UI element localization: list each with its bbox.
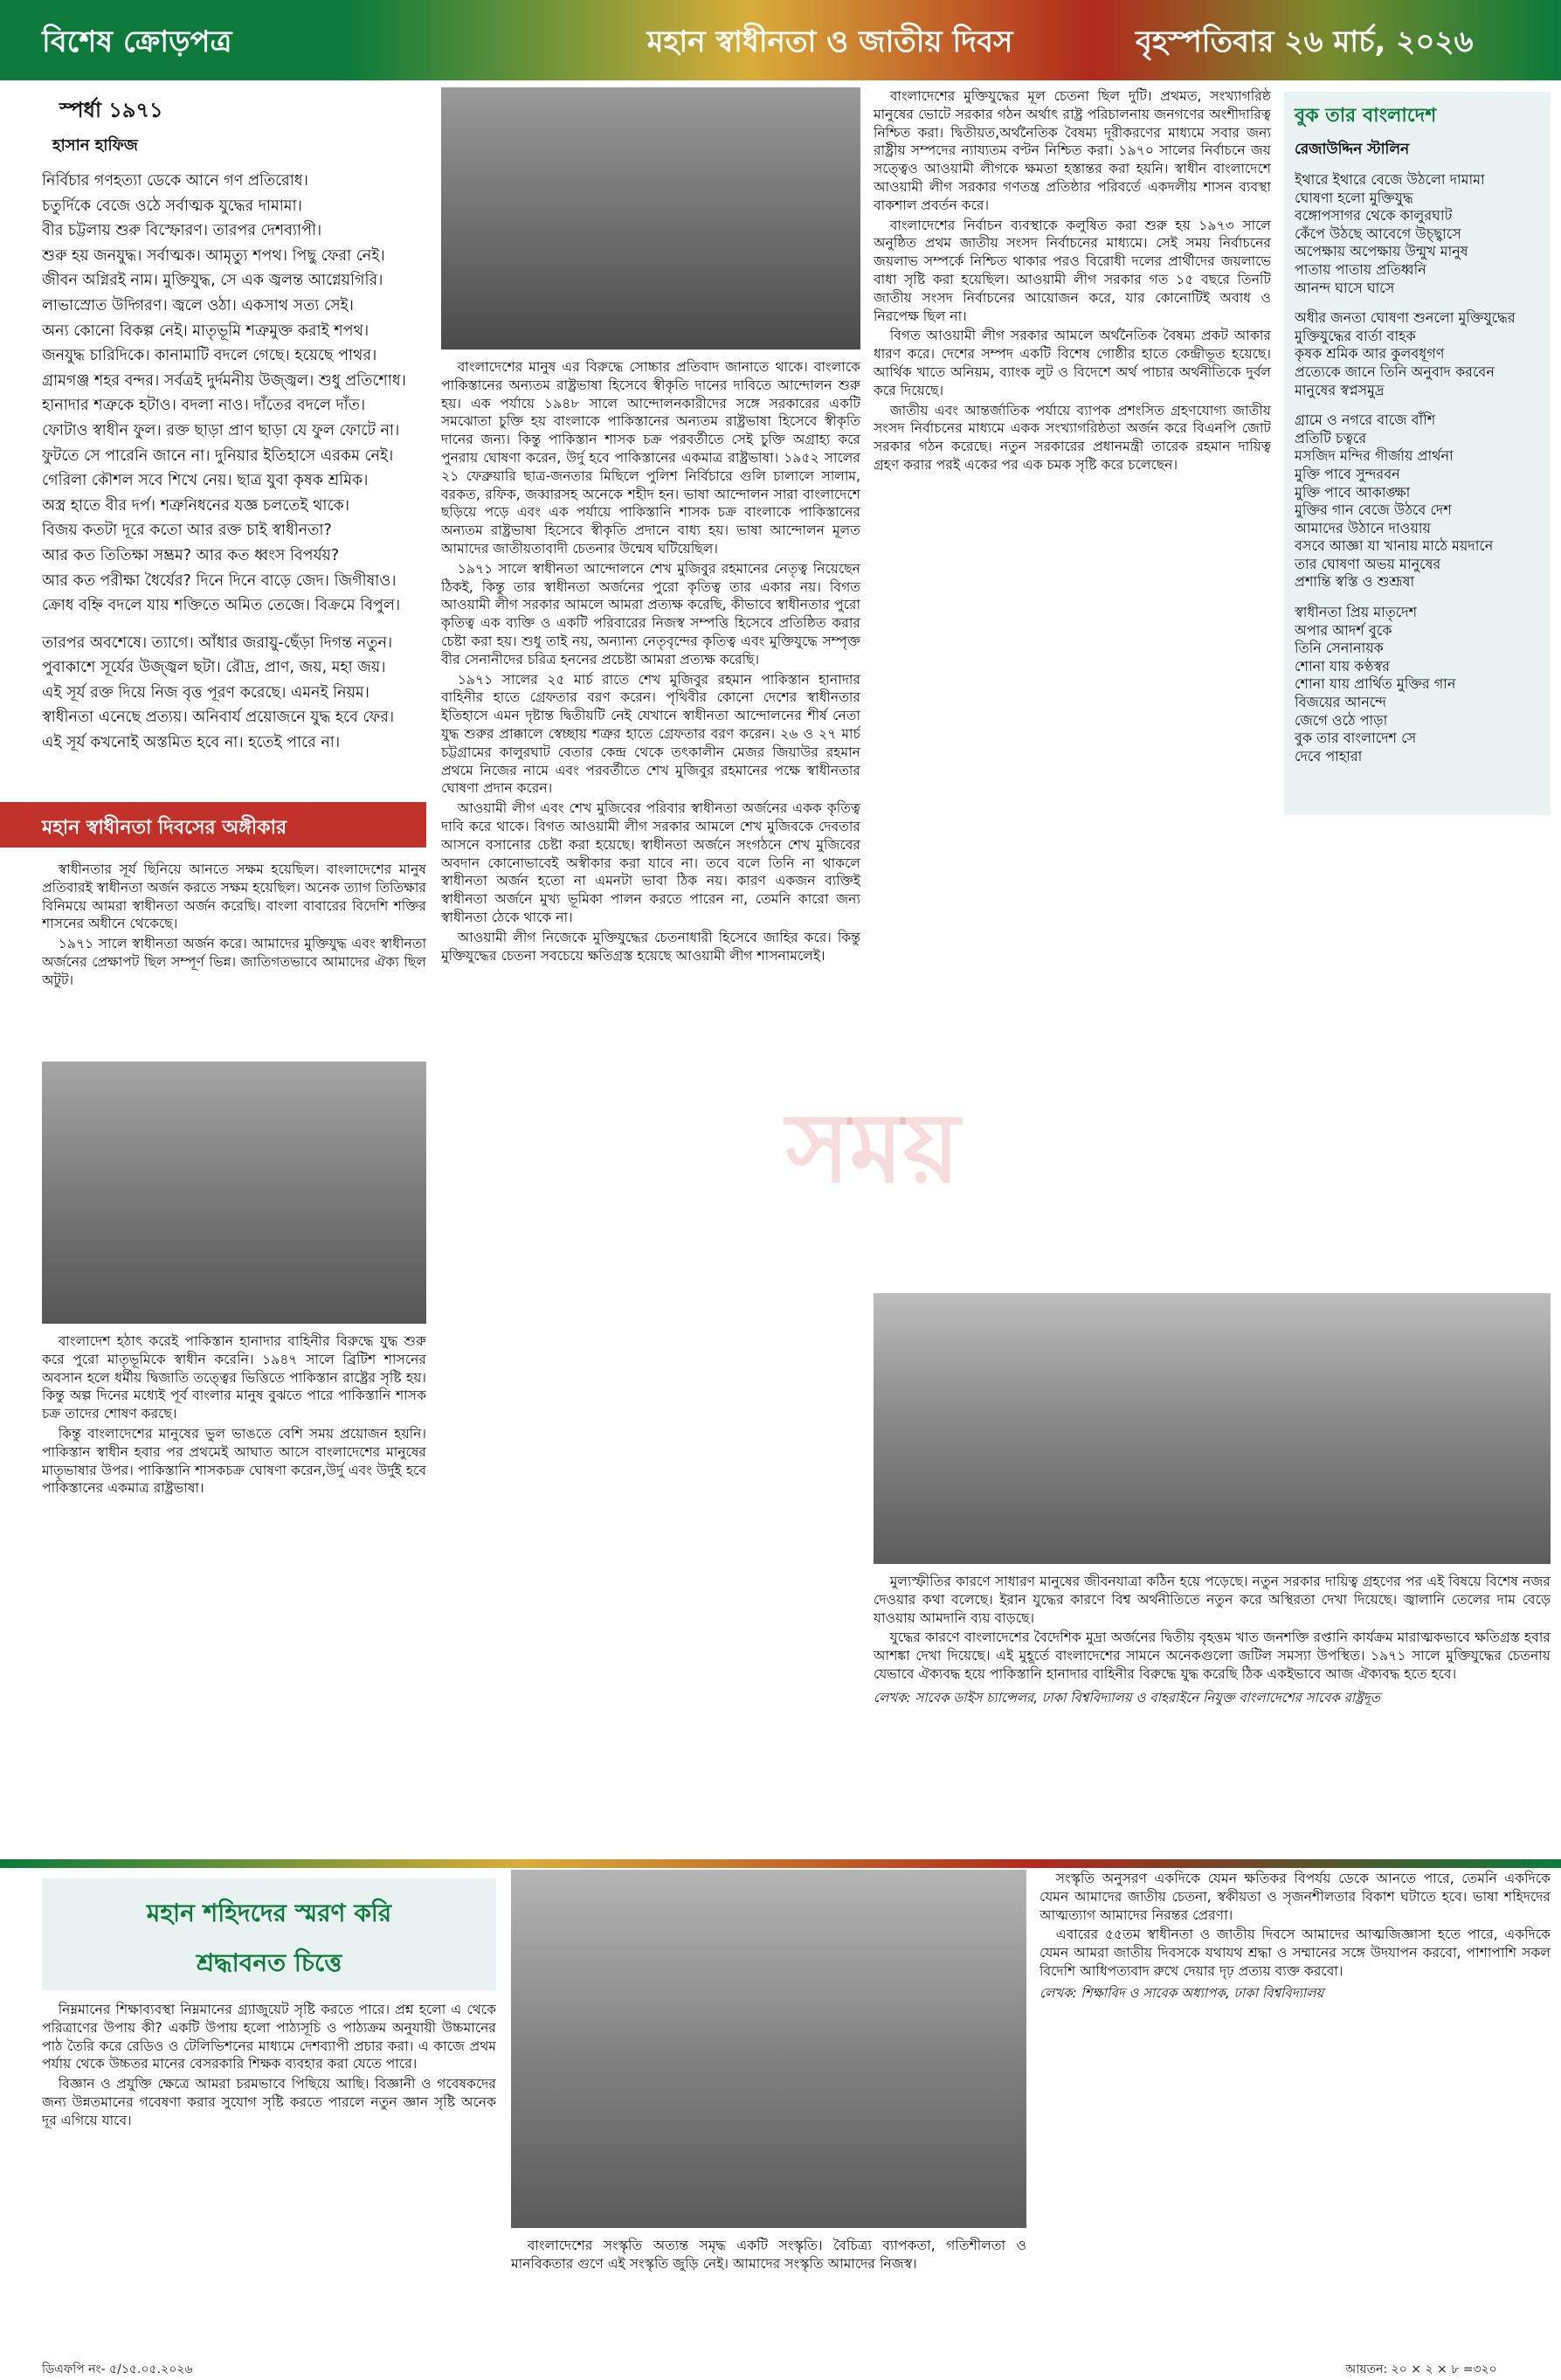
article-paragraph: স্বাধীনতার সূর্য ছিনিয়ে আনতে সক্ষম হয়েছিল। বাংলাদেশের মানুষ প্রতিবারই স্বাধীনতা অর্জন করতে সক্ষম হয়েছিল। অনেক ত্যাগ তিতিক্ষার বিনিময়ে আমরা স্বাধীনতা অর্জন করেছি। বাংলা বাবারের বিদেশি শক্তির শাসনের অধীনে থেকেছে।	[42, 861, 426, 932]
poem-line: বীর চট্টলায় শুরু বিস্ফোরণ। তারপর দেশব্যাপী।	[42, 222, 322, 240]
poem-line: মুক্তিযুদ্ধের বার্তা বাহক	[1295, 327, 1416, 344]
guerrilla-photo	[511, 1870, 1026, 2228]
poem-line	[1295, 297, 1551, 309]
article-paragraph: ১৯৭১ সালে স্বাধীনতা আন্দোলনে শেখ মুজিবুর রহমানের নেতৃত্ব নিয়েছেন ঠিকই, কিন্তু তার স্বাধীনতা অর্জনের পুরো কৃতিত্ব তার একার নয়। বিগত আওয়ামী লীগ সরকার আমলে আমরা প্রত্যক্ষ করেছি, কীভাবে স্বাধীনতার পুরো কৃতিত্ব এক ব্যক্তি ও একটি পরিবারের নিজস্ব সম্পত্তি হিসেবে প্রতিষ্ঠিত করার চেষ্টা করা হয়। শুধু তাই নয়, অন্যান্য নেতৃবৃন্দের কৃতিত্ব এবং মুক্তিযুদ্ধে সম্পৃক্ত বীর সেনানীদের চরিত্র হননের প্রচেষ্টা আমরা প্রত্যক্ষ করেছি।	[441, 560, 860, 668]
poem-line: চতুর্দিকে বেজে ওঠে সর্বাত্মক যুদ্ধের দামামা।	[42, 197, 302, 215]
poem-line: শোনা যায় প্রার্থিত মুক্তির গান	[1295, 675, 1456, 693]
amplifier-article	[42, 861, 426, 1848]
poem-line: মসজিদ মন্দির গীর্জায় প্রার্থনা	[1295, 447, 1454, 465]
poem-line: শুরু হয় জনযুদ্ধ। সর্বাত্মক। আমৃত্যু শপথ। পিছু ফেরা নেই।	[42, 246, 385, 265]
bottom-signoff: লেখক: শিক্ষাবিদ ও সাবেক অধ্যাপক, ঢাকা বিশ্ববিদ্যালয়	[1040, 1984, 1324, 2001]
header-band	[0, 0, 1561, 80]
freedom-fighters-photo	[441, 87, 860, 349]
footer-left: ডিএফপি নং- ৫/১৫.০৫.২০২৬	[42, 2363, 193, 2377]
poem-line: প্রশান্তি স্বস্তি ও শুশ্রূষা	[1295, 573, 1415, 591]
poem-line: ইথারে ইথারে বেজে উঠলো দামামা	[1295, 171, 1485, 188]
article-paragraph: মুল্যস্ফীতির কারণে সাধারণ মানুষের জীবনযাত্রা কঠিন হয়ে পড়েছে। নতুন সরকার দায়িত্ব গ্রহণের পর এই বিষয়ে বিশেষ নজর দেওয়ার কথা বলেছে। ইরান যুদ্ধের কারণে বিশ্ব অর্থনীতিতে নতুন করে অস্থিরতা দেখা দিয়েছে। জ্বালানি তেলের দাম বেড়ে যাওয়ায় আমদানি ব্যয় বাড়ছে।	[874, 1574, 1551, 1626]
bottom-title-box	[42, 1878, 496, 1990]
poem-line: মুক্তি পাবে সুন্দরবন	[1295, 465, 1400, 482]
article-paragraph: ১৯৭১ সালে স্বাধীনতা অর্জন করে। আমাদের মুক্তিযুদ্ধ এবং স্বাধীনতা অর্জনের প্রেক্ষাপট ছিল সম্পূর্ণ ভিন্ন। জাতিগতভাবে আমাদের ঐক্য ছিল অটুট।	[42, 936, 426, 988]
poem-line: প্রতিটি চত্বরে	[1295, 429, 1367, 446]
poem-left-author: হাসান হাফিজ	[52, 136, 138, 155]
poem-line: বুক তার বাংলাদেশ সে	[1295, 730, 1417, 747]
amplifier-title-bar	[0, 802, 426, 848]
poem-line: কেঁপে উঠছে আবেগে উচ্ছ্বাসে	[1295, 225, 1461, 242]
poem-line: ঘোষণা হলো মুক্তিযুদ্ধ	[1295, 189, 1413, 206]
article-paragraph: বাংলাদেশের মুক্তিযুদ্ধের মূল চেতনা ছিল দুটি। প্রথমত, সংখ্যাগরিষ্ঠ মানুষের ভোটে সরকার গঠন অর্থাৎ রাষ্ট্র পরিচালনায় জনগণের অংশীদারিত্ব নিশ্চিত করা। দ্বিতীয়ত,অর্থনৈতিক বৈষম্য দূরীকরণের মাধ্যমে সবার জন্য রাষ্ট্রীয় সম্পদের ন্যায্যতম বণ্টন নিশ্চিত করা। ১৯৭০ সালের নির্বাচনে জয় সত্ত্বেও আওয়ামী লীগকে ক্ষমতা হস্তান্তর করা হয়নি। স্বাধীন বাংলাদেশে আওয়ামী লীগ সরকার গণতন্ত্র প্রতিষ্ঠার পরিবর্তে একদলীয় শাসন ব্যবস্থা বাকশাল প্রবর্তন করে।	[874, 88, 1271, 213]
article-paragraph: বাংলাদেশের সংস্কৃতি অত্যন্ত সমৃদ্ধ একটি সংস্কৃতি। বৈচিত্র্য ব্যাপকতা, গতিশীলতা ও মানবিকতার গুণে এই সংস্কৃতি জুড়ি নেই। আমাদের সংস্কৃতি আমাদের নিজস্ব।	[511, 2238, 1026, 2272]
issue-date: বৃহস্পতিবার ২৬ মার্চ, ২০২৬	[1136, 24, 1474, 59]
section-divider	[0, 1859, 1561, 1868]
article-paragraph: সংস্কৃতি অনুসরণ একদিকে যেমন ক্ষতিকর বিপর্যয় ডেকে আনতে পারে, তেমনি একদিকে যেমন আমাদের জাতীয় চেতনা, স্বকীয়তা ও সৃজনশীলতার বিকাশ ঘটাতে হবে। ভাষা শহিদদের আত্মত্যাগ আমাদের নিরন্তর প্রেরণা।	[1040, 1871, 1551, 1923]
bottom-article-right	[1040, 1870, 1551, 2350]
poem-line: বঙ্গোপসাগর থেকে কালুরঘাট	[1295, 207, 1453, 225]
poem-line: স্বাধীনতা এনেছে প্রত্যয়। অনিবার্য প্রয়োজনে যুদ্ধ হবে ফের।	[42, 709, 395, 727]
poem-line: পাতায় পাতায় প্রতিধ্বনি	[1295, 260, 1426, 278]
poem-line: মুক্তির গান বেজে উঠবে দেশ	[1295, 502, 1452, 519]
poem-line: ক্রোধ বহ্নি বদলে যায় শক্তিতে অমিত তেজে। বিক্রমে বিপুল।	[42, 597, 401, 615]
bottom-article-center	[511, 2237, 1026, 2350]
poem-left-title: স্পর্ধা ১৯৭১	[59, 98, 163, 122]
poem-line: হানাদার শত্রুকে হটাও। বদলা নাও। দাঁতের বদলে দাঁত।	[42, 397, 366, 415]
poem-line	[1295, 592, 1551, 604]
poem-line: ফোটাও স্বাধীন ফুল। রক্ত ছাড়া প্রাণ ছাড়া যে ফুল ফোটে না।	[42, 421, 400, 439]
poem-right-lines	[1295, 171, 1551, 765]
poem-line: নির্বিচার গণহত্যা ডেকে আনে গণ প্রতিরোধ।	[42, 172, 308, 190]
poem-line: গেরিলা কৌশল সবে শিখে নেয়। ছাত্র যুবা কৃষক শ্রমিক।	[42, 472, 369, 490]
bottom-title-line-1: মহান শহিদদের স্মরণ করি	[146, 1899, 392, 1927]
poem-line: অপার আদর্শ বুকে	[1295, 621, 1392, 639]
poem-line: মুক্তি পাবে আকাঙ্ক্ষা	[1295, 483, 1411, 501]
poem-line: অপেক্ষায় অপেক্ষায় উন্মুখ মানুষ	[1295, 243, 1468, 260]
right-middle-signoff: লেখক: সাবেক ডাইস চ্যান্সেলর, ঢাকা বিশ্ববিদ্যালয় ও বাহরাইনে নিযুক্ত বাংলাদেশের সাবেক রাষ্ট্রদূত	[874, 1689, 1380, 1705]
poem-line: অন্য কোনো বিকল্প নেই। মাতৃভূমি শত্রুমুক্ত করাই শপথ।	[42, 322, 370, 340]
article-paragraph: বিগত আওয়ামী লীগ সরকার আমলে অর্থনৈতিক বৈষম্য প্রকট আকার ধারণ করে। দেশের সম্পদ একটি বিশেষ গোষ্ঠীর হাতে কেন্দ্রীভূত হয়েছে। আর্থিক খাতে অনিয়ম, ব্যাংক লুট ও বিদেশে অর্থ পাচার অর্থনীতিকে দুর্বল করে দিয়েছে।	[874, 328, 1271, 398]
poem-line: বিজয় কতটা দূরে কতো আর রক্ত চাই স্বাধীনতা?	[42, 522, 332, 540]
article-paragraph: জাতীয় এবং আন্তর্জাতিক পর্যায়ে ব্যাপক প্রশংসিত গ্রহণযোগ্য জাতীয় সংসদ নির্বাচনের মাধ্যমে একক সংখ্যাগরিষ্ঠতা অর্জন করে বিএনপি জোট সরকার গঠন করেছে। নতুন সরকারের প্রধানমন্ত্রী তারেক রহমান দায়িত্ব গ্রহণ করার পরই একের পর এক চমক সৃষ্টি করে চলেছেন।	[874, 402, 1271, 473]
poem-line: তার ঘোষণা অভয় মানুষের	[1295, 555, 1441, 572]
article-paragraph: বাংলাদেশ হঠাৎ করেই পাকিস্তান হানাদার বাহিনীর বিরুদ্ধে যুদ্ধ শুরু করে পুরো মাতৃভূমিকে স্বাধীন করেনি। ১৯৪৭ সালে ব্রিটিশ শাসনের অবসান হলে ধর্মীয় দ্বিজাতি তত্ত্বের ভিত্তিতে পাকিস্তান রাষ্ট্রের সৃষ্টি হয়। কিন্তু অল্প দিনের মধ্যেই পূর্ব বাংলার মানুষ বুঝতে পারে পাকিস্তানি শাসক চক্র তাদের শোষণ করছে।	[42, 1333, 426, 1422]
poem-right-title: বুক তার বাংলাদেশ	[1295, 105, 1437, 127]
poem-line: মানুষের স্বপ্নসমুদ্র	[1295, 381, 1385, 398]
soldiers-battle-photo	[874, 1293, 1551, 1564]
article-paragraph: নিম্নমানের শিক্ষাব্যবস্থা নিম্নমানের গ্র্যাজুয়েট সৃষ্টি করতে পারে। প্রশ্ন হলো এ থেকে পরিত্রাণের উপায় কী? একটি উপায় হলো পাঠ্যসূচি ও পাঠ্যক্রম অনুযায়ী উচ্চমানের পাঠ তৈরি করে রেডিও ও টেলিভিশনের মাধ্যমে দেশব্যাপী প্রচার করা। এ কাজে প্রথম পর্যায় থেকে উচ্চতর মানের বেসরকারি শিক্ষক ব্যবহার করা যেতে পারে।	[42, 2002, 496, 2072]
article-paragraph: ১৯৭১ সালের ২৫ মার্চ রাতে শেখ মুজিবুর রহমান পাকিস্তান হানাদার বাহিনীর হাতে গ্রেফতার বরণ করেন। পৃথিবীর কোনো দেশের স্বাধীনতার ইতিহাসে এমন দৃষ্টান্ত দ্বিতীয়টি নেই যেখানে স্বাধীনতা আন্দোলনের শীর্ষ নেতা যুদ্ধ শুরুর প্রাক্কালে স্বেচ্ছায় শত্রুর হাতে গ্রেফতার বরণ করেন। ২৬ ও ২৭ মার্চ চট্টগ্রামের কালুরঘাট বেতার কেন্দ্র থেকে তৎকালীন মেজর জিয়াউর রহমান প্রথমে নিজের নামে এবং পরবর্তীতে শেখ মুজিবুর রহমানের পক্ষে স্বাধীনতার ঘোষণা প্রদান করেন।	[441, 671, 860, 797]
river-boat-photo	[42, 1062, 426, 1324]
poem-line: গ্রামগঞ্জ শহর বন্দর। সর্বত্রই দুর্দমনীয় উজ্জ্বল। শুধু প্রতিশোধ।	[42, 371, 406, 390]
poem-line: বিজয়ের আনন্দে	[1295, 694, 1387, 711]
poem-line: আর কত পরীক্ষা ধৈর্যের? দিনে দিনে বাড়ে জেদ। জিগীষাও।	[42, 571, 397, 590]
poem-line: আর কত তিতিক্ষা সম্ভ্রম? আর কত ধ্বংস বিপর্যয়?	[42, 546, 340, 564]
poem-line: কৃষক শ্রমিক আর কুলবধূগণ	[1295, 345, 1445, 363]
poem-left-lines	[42, 169, 426, 756]
poem-right-author: রেজাউদ্দিন স্টালিন	[1295, 141, 1410, 158]
poem-line: বসবে আজ্ঞা যা খানায় মাঠে ময়দানে	[1295, 537, 1494, 555]
article-paragraph: কিন্তু বাংলাদেশের মানুষের ভুল ভাঙতে বেশি সময় প্রয়োজন হয়নি। পাকিস্তান স্বাধীন হবার পর প্রথমেই আঘাত আসে বাংলাদেশের মানুষের মাতৃভাষার উপর। পাকিস্তানি শাসকচক্র ঘোষণা করেন,উর্দু এবং উর্দুই হবে পাকিস্তানের একমাত্র রাষ্ট্রভাষা।	[42, 1425, 426, 1497]
poem-line: স্বাধীনতা প্রিয় মাতৃদেশ	[1295, 604, 1418, 621]
article-paragraph: যুদ্ধের কারণে বাংলাদেশের বৈদেশিক মুদ্রা অর্জনের দ্বিতীয় বৃহত্তম খাত জনশক্তি রপ্তানি কার্যক্রম মারাত্মকভাবে ক্ষতিগ্রস্ত হবার আশঙ্কা দেখা দিয়েছে। এই মুহূর্তে বাংলাদেশের সামনে অনেকগুলো জটিল সমস্যা উপস্থিত। ১৯৭১ সালে মুক্তিযুদ্ধের চেতনায় যেভাবে ঐক্যবদ্ধ হয়ে পাকিস্তানি হানাদার বাহিনীর বিরুদ্ধে যুদ্ধ করেছি ঠিক একইভাবে আজ ঐক্যবদ্ধ হতে হবে।	[874, 1629, 1551, 1682]
poem-right-box	[1284, 92, 1551, 815]
poem-line: এই সূর্য কখনোই অস্তমিত হবে না। হতেই পারে না।	[42, 734, 341, 752]
article-paragraph: বাংলাদেশের নির্বাচন ব্যবস্থাকে কলুষিত করা শুরু হয় ১৯৭৩ সালে অনুষ্ঠিত প্রথম জাতীয় সংসদ নির্বাচনের মাধ্যমে। সেই সময় নির্বাচনের জয়লাভ সম্পর্কে নিশ্চিত থাকার পরও বিরোধী দলের প্রার্থীদের জয়লাভে বাধা সৃষ্টি করা হয়েছিল। আওয়ামী লীগ সরকার গত ১৫ বছরে তিনটি জাতীয় সংসদ নির্বাচনের আয়োজন করে, যার কোনোটিই অবাধ ও নিরপেক্ষ ছিল না।	[874, 217, 1271, 324]
poem-line: জেগে ওঠে পাড়া	[1295, 711, 1388, 729]
poem-line: জনযুদ্ধ চারিদিকে। কানামাটি বদলে গেছে। হয়েছে পাথর।	[42, 347, 377, 365]
article-right-middle	[874, 1573, 1551, 1852]
poem-line: তারপর অবশেষে। ত্যাগে। আঁধার জরায়ু-ছেঁড়া দিগন্ত নতুন।	[42, 633, 393, 652]
poem-line: এই সূর্য রক্ত দিয়ে নিজ বৃত্ত পূরণ করেছে। এমনই নিয়ম।	[42, 683, 370, 702]
poem-line: শোনা যায় কণ্ঠস্বর	[1295, 657, 1391, 675]
article-paragraph: বিজ্ঞান ও প্রযুক্তি ক্ষেত্রে আমরা চরমভাবে পিছিয়ে আছি। বিজ্ঞানী ও গবেষকদের জন্য উন্নতমানের গবেষণা করার সুযোগ সৃষ্টি করতে পারলে নতুন জ্ঞান সৃষ্টি অনেক দূর এগিয়ে যাবে।	[42, 2076, 496, 2128]
poem-line: পুবাকাশে সূর্যের উজ্জ্বল ছটা। রৌদ্র, প্রাণ, জয়, মহা জয়।	[42, 659, 386, 677]
poem-line: লাভাস্রোত উদ্গিরণ। জ্বলে ওঠা। একসাথ সত্য সেই।	[42, 296, 354, 315]
poem-line: আনন্দ ঘাসে ঘাসে	[1295, 279, 1395, 296]
poem-line: অধীর জনতা ঘোষণা শুনলো মুক্তিযুদ্ধের	[1295, 309, 1516, 327]
bottom-article-left	[42, 2001, 496, 2350]
poem-line: দেবে পাহারা	[1295, 747, 1363, 765]
footer-right: আয়তন: ২০ × ২ × ৮ =৩২০	[1345, 2363, 1497, 2377]
poem-line	[42, 619, 426, 631]
bottom-title-line-2: শ্রদ্ধাবনত চিত্তে	[196, 1948, 342, 1977]
page-title: মহান স্বাধীনতা ও জাতীয় দিবস	[646, 24, 1013, 59]
poem-line: গ্রামে ও নগরে বাজে বাঁশি	[1295, 412, 1436, 429]
poem-line: অস্ত্র হাতে বীর দর্প। শত্রুনিধনের যজ্ঞ চলতেই থাকে।	[42, 496, 350, 515]
poem-line: তিনি সেনানায়ক	[1295, 640, 1384, 657]
poem-left	[42, 94, 426, 785]
article-paragraph: এবারের ৫৫তম স্বাধীনতা ও জাতীয় দিবসে আমাদের আত্মজিজ্ঞাসা হতে পারে, একদিকে যেমন আমরা জাতীয় দিবসকে যথাযথ শ্রদ্ধা ও সম্মানের সঙ্গে উদযাপন করবো, পাশাপাশি সকল বিদেশি আধিপত্যবাদ রুখে দেয়ার দৃঢ় প্রত্যয় ব্যক্ত করবো।	[1040, 1927, 1551, 1979]
amplifier-title: মহান স্বাধীনতা দিবসের অঙ্গীকার	[42, 817, 287, 839]
article-paragraph: আওয়ামী লীগ এবং শেখ মুজিবের পরিবার স্বাধীনতা অর্জনের একক কৃতিত্ব দাবি করে থাকে। বিগত আওয়ামী লীগ সরকার আমলে শেখ মুজিবকে দেবতার আসনে বসানোর চেষ্টা করা হয়েছে। স্বাধীনতা অর্জনে সংগঠনে শেখ মুজিবের অবদান কোনোভাবেই অস্বীকার করা যাবে না। তবে বলে তিনি না থাকলে স্বাধীনতা অর্জন হতো না এমনটা ভাবা ঠিক নয়। কারণ একজন ব্যক্তিই স্বাধীনতা অর্জনে মুখ্য ভূমিকা পালন করতে পারেন না, তেমনি কারো জন্য স্বাধীনতা ঠেকে থাকে না।	[441, 800, 860, 925]
poem-line	[1295, 399, 1551, 412]
poem-line: ফুটতে সে পারেনি জানে না। দুনিয়ার ইতিহাসে এরকম নেই।	[42, 446, 394, 465]
poem-line: আমাদের উঠানে দাওয়ায়	[1295, 519, 1431, 536]
poem-line: প্রত্যেকে জানে তিনি অনুবাদ করবেন	[1295, 363, 1495, 380]
poem-line: জীবন অগ্নিরই নাম। মুক্তিযুদ্ধ, সে এক জ্বলন্ত আগ্নেয়গিরি।	[42, 272, 383, 290]
section-label: বিশেষ ক্রোড়পত্র	[42, 24, 232, 59]
article-paragraph: আওয়ামী লীগ নিজেকে মুক্তিযুদ্ধের চেতনাধারী হিসেবে জাহির করে। কিন্তু মুক্তিযুদ্ধের চেতনা সবচেয়ে ক্ষতিগ্রস্ত হয়েছে আওয়ামী লীগ শাসনামলেই।	[441, 929, 860, 964]
newspaper-watermark: সময়	[786, 1092, 960, 1204]
article-paragraph: বাংলাদেশের মানুষ এর বিরুদ্ধে সোচ্চার প্রতিবাদ জানাতে থাকে। বাংলাকে পাকিস্তানের অন্যতম রাষ্ট্রভাষা হিসেবে স্বীকৃতি দানের দাবিতে আন্দোলন শুরু হয়। এক পর্যায়ে ১৯৪৮ সালে আন্দোলনকারীদের সঙ্গে সরকারের একটি সমঝোতা চুক্তি হয় বাংলাকে পাকিস্তানের অন্যতম রাষ্ট্রভাষা হিসেবে স্বীকৃতি দানের জন্য। কিন্তু পাকিস্তান শাসক চক্র পরবর্তীতে সেই চুক্তি অগ্রাহ্য করে পুনরায় ঘোষণা করেন, উর্দু হবে পাকিস্তানের একমাত্র রাষ্ট্রভাষা। ১৯৫২ সালের ২১ ফেব্রুয়ারি ছাত্র-জনতার মিছিলে পুলিশ নির্বিচারে গুলি চালালে সালাম, বরকত, রফিক, জব্বারসহ অনেকে শহীদ হন। ভাষা আন্দোলন সারা বাংলাদেশে ছড়িয়ে পড়ে এবং এক পর্যায়ে পাকিস্তানি শাসক চক্র বাংলাকে পাকিস্তানের অন্যতম রাষ্ট্রভাষা হিসেবে স্বীকৃতি প্রদানে বাধ্য হয়। ভাষা আন্দোলন মূলত আমাদের জাতীয়তাবাদী চেতনার উন্মেষ ঘটিয়েছিল।	[441, 359, 860, 557]
